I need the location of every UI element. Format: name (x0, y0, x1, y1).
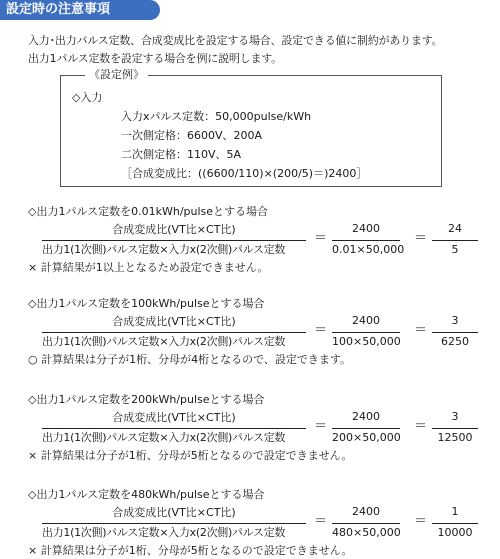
result-fraction-line (432, 332, 478, 333)
mid-denominator: 0.01×50,000 (332, 243, 405, 256)
mid-numerator: 2400 (352, 505, 380, 518)
formula-numerator: 合成変成比(VT比×CT比) (112, 506, 236, 519)
equals-sign: ＝ (314, 323, 328, 338)
mid-fraction-line (332, 240, 400, 241)
formula-fraction-line (42, 523, 306, 524)
equals-sign: ＝ (314, 419, 328, 434)
example-box-title: 《設定例》 (85, 68, 148, 82)
intro-line-1: 入力･出力パルス定数、合成変成比を設定する場合、設定できる値に制約があります。 (28, 34, 443, 47)
formula-fraction-line (42, 240, 306, 241)
case-note: × 計算結果が1以上となるため設定できません。 (28, 261, 269, 274)
result-numerator: 3 (451, 410, 459, 423)
example-line-3: 二次側定格：110V、5A (121, 148, 242, 161)
formula-denominator: 出力1(1次側)パルス定数×入力x(2次側)パルス定数 (42, 526, 286, 539)
equals-sign: ＝ (314, 514, 328, 529)
result-denominator: 10000 (437, 526, 473, 539)
formula-denominator: 出力1(1次側)パルス定数×入力x(2次側)パルス定数 (42, 431, 286, 444)
example-line-2: 一次側定格：6600V、200A (121, 129, 263, 142)
formula-numerator: 合成変成比(VT比×CT比) (112, 223, 236, 236)
result-fraction-line (432, 428, 478, 429)
mid-numerator: 2400 (352, 410, 380, 423)
case-heading: ◇出力1パルス定数を480kWh/pulseとする場合 (28, 488, 265, 501)
result-fraction-line (432, 240, 478, 241)
formula-numerator: 合成変成比(VT比×CT比) (112, 411, 236, 424)
result-numerator: 3 (451, 314, 459, 327)
result-denominator: 12500 (437, 431, 473, 444)
mid-fraction-line (332, 428, 400, 429)
result-numerator: 24 (448, 222, 462, 235)
section-header: 設定時の注意事項 (0, 0, 160, 20)
example-input-label: ◇入力 (72, 91, 103, 104)
equals-sign-2: ＝ (414, 231, 428, 246)
mid-denominator: 200×50,000 (332, 431, 401, 444)
case-heading: ◇出力1パルス定数を200kWh/pulseとする場合 (28, 393, 265, 406)
mid-fraction-line (332, 523, 400, 524)
case-note: × 計算結果は分子が1桁、分母が5桁となるので設定できません。 (28, 449, 353, 462)
result-fraction-line (432, 523, 478, 524)
mid-denominator: 480×50,000 (332, 526, 401, 539)
intro-line-2: 出力1パルス定数を設定する場合を例に説明します。 (28, 52, 282, 65)
equals-sign-2: ＝ (414, 514, 428, 529)
case-note: × 計算結果は分子が1桁、分母が5桁となるので設定できません。 (28, 544, 353, 557)
example-line-1: 入力xパルス定数：50,000pulse/kWh (121, 110, 312, 123)
case-heading: ◇出力1パルス定数を100kWh/pulseとする場合 (28, 297, 265, 310)
case-note: ○ 計算結果は分子が1桁、分母が4桁となるので、設定できます。 (28, 353, 351, 366)
mid-numerator: 2400 (352, 314, 380, 327)
example-line-4: ［合成変成比：((6600/110)×(200/5)＝)2400］ (121, 167, 368, 180)
result-numerator: 1 (451, 505, 459, 518)
equals-sign-2: ＝ (414, 323, 428, 338)
mid-denominator: 100×50,000 (332, 335, 401, 348)
result-denominator: 6250 (441, 335, 469, 348)
equals-sign-2: ＝ (414, 419, 428, 434)
formula-numerator: 合成変成比(VT比×CT比) (112, 315, 236, 328)
equals-sign: ＝ (314, 231, 328, 246)
mid-fraction-line (332, 332, 400, 333)
formula-fraction-line (42, 332, 306, 333)
result-denominator: 5 (451, 243, 459, 256)
formula-fraction-line (42, 428, 306, 429)
mid-numerator: 2400 (352, 222, 380, 235)
formula-denominator: 出力1(1次側)パルス定数×入力x(2次側)パルス定数 (42, 243, 286, 256)
case-heading: ◇出力1パルス定数を0.01kWh/pulseとする場合 (28, 205, 269, 218)
formula-denominator: 出力1(1次側)パルス定数×入力x(2次側)パルス定数 (42, 335, 286, 348)
